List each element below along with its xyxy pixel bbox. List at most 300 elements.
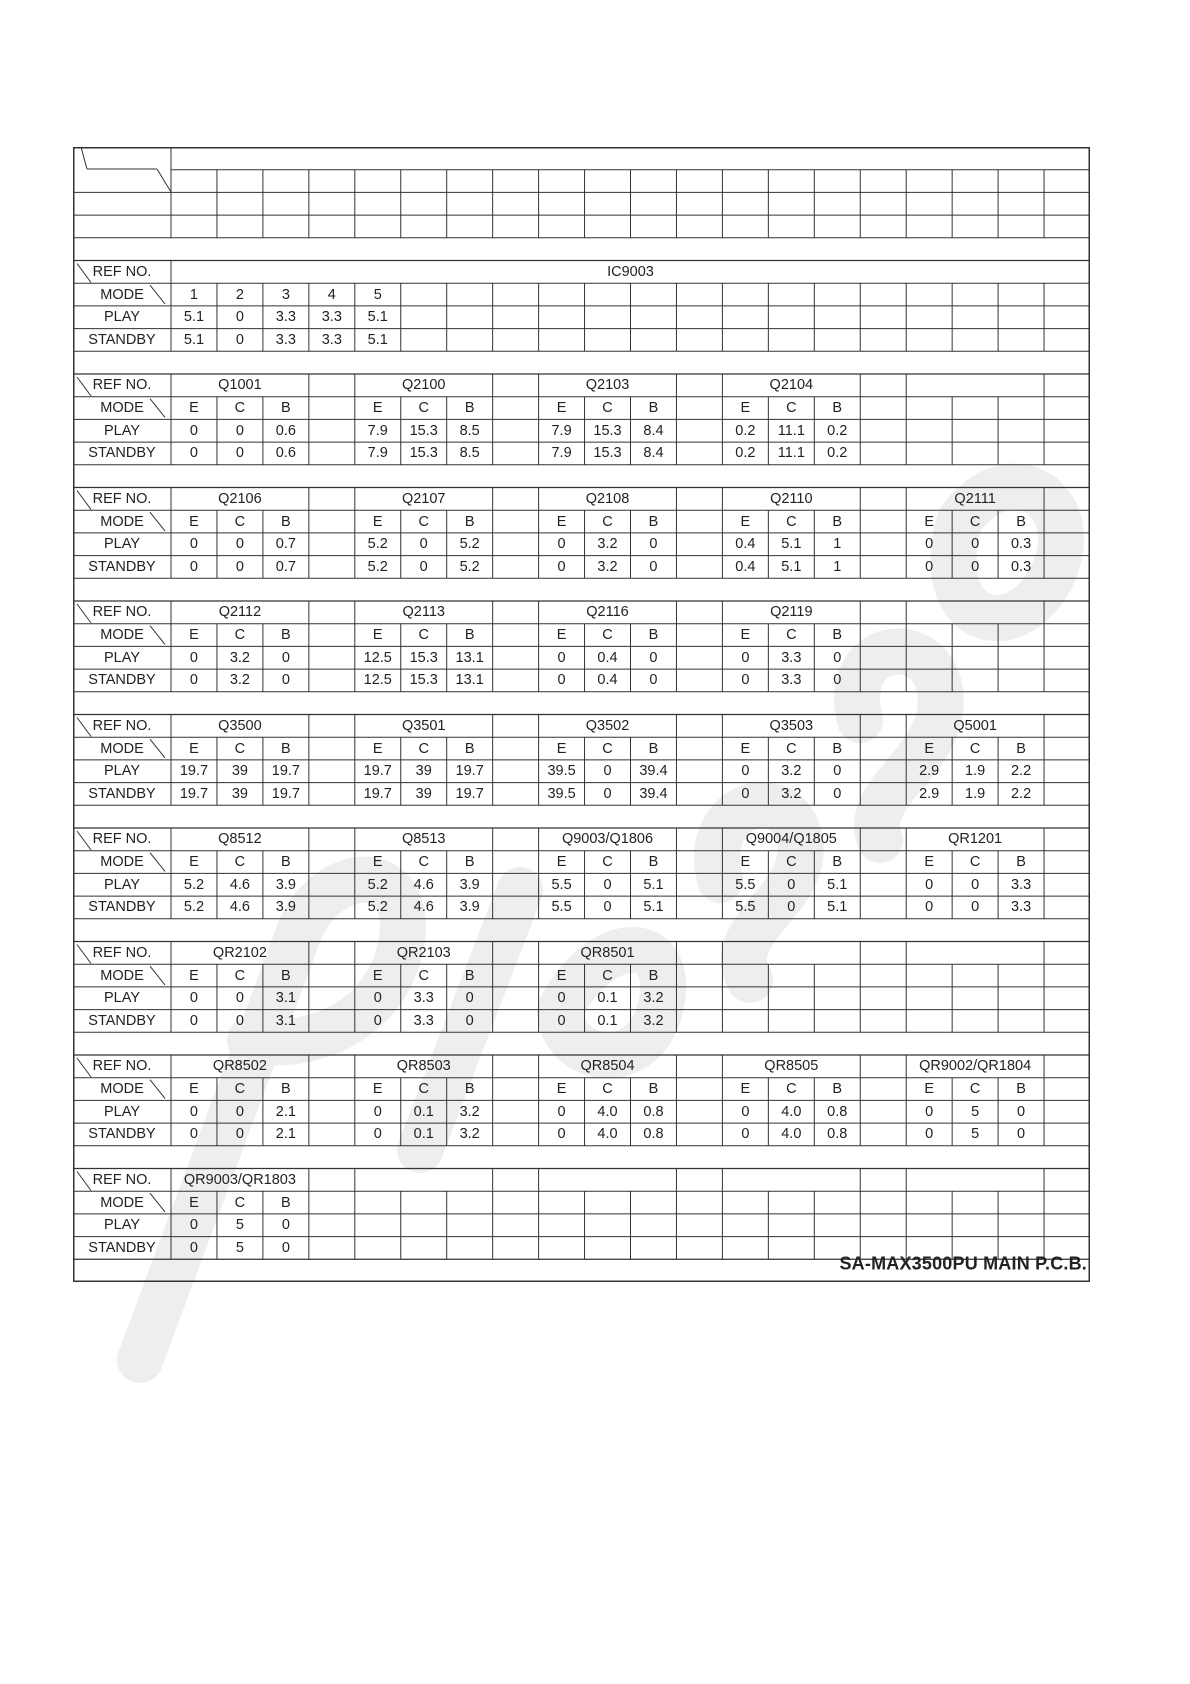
mode-cell: C (234, 1080, 246, 1097)
voltage-cell: 3.9 (459, 899, 480, 916)
voltage-cell: 0.6 (275, 445, 296, 462)
voltage-cell: 1.9 (965, 785, 986, 802)
mode-cell: B (464, 967, 475, 984)
mode-cell: C (418, 626, 429, 643)
ref-number: QR9003/QR1803 (183, 1171, 296, 1188)
voltage-cell: 2.2 (1010, 763, 1032, 779)
voltage-cell: 0 (741, 1103, 750, 1120)
ref-no-label: REF NO. (92, 831, 152, 848)
mode-cell: E (189, 967, 199, 984)
voltage-cell: 39 (415, 785, 432, 802)
voltage-cell: 19.7 (363, 785, 392, 802)
voltage-cell: 3.9 (275, 899, 296, 916)
voltage-cell: 3.3 (1010, 876, 1032, 893)
voltage-cell: 39.4 (639, 785, 668, 802)
ref-diagonal (77, 264, 91, 283)
voltage-cell: 39.5 (547, 763, 576, 779)
voltage-cell: 3.2 (781, 763, 802, 779)
ref-number: Q8512 (218, 831, 262, 848)
mode-cell: B (281, 513, 291, 530)
mode-cell: B (648, 626, 659, 643)
voltage-cell: 0 (603, 899, 612, 916)
voltage-cell: 0 (1017, 1126, 1026, 1143)
voltage-cell: 39 (231, 763, 248, 779)
mode-cell: B (832, 626, 843, 643)
voltage-cell: 5.1 (781, 536, 802, 552)
voltage-cell: 3.2 (229, 649, 251, 666)
voltage-cell: 0 (189, 445, 199, 462)
ref-number: Q2110 (770, 490, 813, 507)
voltage-cell: 3.2 (229, 672, 251, 689)
voltage-cell: 0 (235, 558, 244, 575)
mode-cell: C (786, 626, 797, 643)
mode-cell: B (648, 513, 659, 530)
mode-cell: C (602, 967, 613, 984)
mode-cell: B (281, 1194, 291, 1211)
voltage-cell: 0 (235, 445, 244, 462)
ref-diagonal (77, 377, 91, 396)
mode-cell: C (234, 853, 246, 870)
mode-cell: B (648, 967, 659, 984)
standby-label: STANDBY (88, 1126, 156, 1143)
voltage-cell: 19.7 (455, 763, 484, 779)
mode-diagonal (150, 1080, 165, 1099)
ref-number: QR8501 (580, 944, 635, 961)
voltage-table-sheet (73, 147, 1090, 1282)
voltage-cell: 8.5 (459, 445, 480, 462)
ref-number: QR2102 (212, 944, 267, 961)
mode-cell: E (924, 853, 935, 870)
voltage-cell: 5 (971, 1103, 980, 1120)
voltage-cell: 3.3 (413, 990, 434, 1006)
mode-cell: E (556, 853, 567, 870)
voltage-cell: 0 (189, 1217, 199, 1233)
mode-label: MODE (100, 513, 144, 530)
mode-diagonal (150, 512, 165, 531)
voltage-cell: 5.1 (183, 331, 205, 348)
voltage-cell: 0 (741, 649, 750, 666)
voltage-cell: 3.3 (413, 1012, 434, 1029)
mode-cell: B (832, 740, 843, 757)
voltage-cell: 0.4 (597, 672, 618, 689)
voltage-cell: 13.1 (455, 649, 484, 666)
mode-cell: C (969, 740, 981, 757)
voltage-cell: 0 (281, 649, 290, 666)
voltage-cell: 0 (465, 990, 474, 1006)
voltage-cell: 0 (235, 990, 244, 1006)
voltage-cell: 5.1 (367, 309, 388, 325)
ref-no-label: REF NO. (92, 944, 152, 961)
voltage-cell: 0.1 (597, 1012, 618, 1029)
mode-cell: B (648, 853, 659, 870)
voltage-cell: 4.6 (229, 899, 251, 916)
ref-number: Q9004/Q1805 (745, 831, 837, 848)
ref-number: Q2113 (402, 604, 445, 621)
voltage-cell: 15.3 (593, 445, 622, 462)
voltage-cell: 1.9 (965, 763, 986, 779)
voltage-cell: 0.2 (735, 445, 756, 462)
voltage-cell: 0 (925, 558, 934, 575)
voltage-cell: 0 (925, 876, 934, 893)
mode-cell: B (281, 967, 291, 984)
voltage-cell: 0 (603, 785, 612, 802)
voltage-cell: 0 (189, 672, 199, 689)
voltage-cell: 0.6 (275, 422, 296, 439)
mode-cell: B (832, 399, 843, 416)
mode-cell: E (740, 740, 751, 757)
voltage-cell: 5.5 (551, 876, 572, 893)
mode-cell: B (281, 1080, 291, 1097)
voltage-cell: 3.3 (781, 649, 802, 666)
play-label: PLAY (103, 1103, 141, 1120)
voltage-cell: 0.4 (735, 536, 756, 552)
voltage-cell: 0 (557, 536, 566, 552)
voltage-cell: 0 (189, 990, 199, 1006)
voltage-cell: 0 (741, 785, 750, 802)
voltage-cell: 0 (373, 1126, 382, 1143)
voltage-cell: 0 (971, 536, 980, 552)
voltage-cell: 3.2 (459, 1103, 480, 1120)
voltage-cell: 0 (787, 876, 796, 893)
voltage-cell: 2.9 (919, 763, 940, 779)
voltage-cell: 7.9 (551, 422, 572, 439)
voltage-cell: 3.2 (459, 1126, 480, 1143)
voltage-cell: 5.5 (735, 876, 756, 893)
mode-cell: C (602, 399, 613, 416)
mode-cell: C (602, 626, 613, 643)
table-grid (73, 147, 1090, 1282)
mode-cell: E (556, 513, 567, 530)
mode-cell: C (418, 853, 429, 870)
voltage-cell: 0 (373, 1012, 382, 1029)
voltage-cell: 0 (971, 899, 980, 916)
mode-cell: C (602, 740, 613, 757)
ref-diagonal (77, 1172, 91, 1191)
voltage-cell: 39 (231, 785, 248, 802)
voltage-cell: 0 (649, 649, 658, 666)
voltage-cell: 0.7 (275, 558, 296, 575)
mode-cell: C (234, 1194, 246, 1211)
voltage-cell: 19.7 (179, 763, 209, 779)
ref-number: Q3502 (585, 717, 630, 734)
document-footer-title: SA-MAX3500PU MAIN P.C.B. (839, 1253, 1087, 1274)
ref-number: Q9003/Q1806 (561, 831, 654, 848)
mode-cell: C (786, 740, 797, 757)
voltage-cell: 0 (235, 1103, 244, 1120)
mode-cell: E (372, 853, 383, 870)
play-label: PLAY (103, 309, 141, 325)
ref-no-label: REF NO. (92, 717, 152, 734)
ref-no-label: REF NO. (92, 604, 152, 621)
voltage-cell: 0 (833, 672, 842, 689)
voltage-cell: 3.3 (321, 309, 342, 325)
voltage-cell: 0 (189, 1126, 199, 1143)
mode-cell: E (556, 740, 567, 757)
mode-cell: C (234, 967, 246, 984)
mode-cell: E (372, 513, 383, 530)
voltage-cell: 0.8 (643, 1126, 664, 1143)
mode-cell: B (648, 399, 659, 416)
voltage-cell: 3.1 (275, 1012, 296, 1029)
voltage-cell: 5.5 (551, 899, 572, 916)
voltage-cell: 4.6 (413, 876, 434, 893)
voltage-cell: 0 (833, 785, 842, 802)
voltage-cell: 0 (189, 1239, 199, 1256)
play-label: PLAY (103, 763, 141, 779)
mode-cell: B (464, 513, 475, 530)
standby-label: STANDBY (88, 1012, 156, 1029)
voltage-cell: 1 (833, 536, 842, 552)
voltage-cell: 19.7 (363, 763, 392, 779)
voltage-cell: 19.7 (455, 785, 484, 802)
mode-cell: C (234, 740, 246, 757)
mode-cell: E (189, 740, 199, 757)
voltage-cell: 3.2 (781, 785, 802, 802)
voltage-cell: 0 (557, 558, 566, 575)
voltage-cell: 0 (649, 558, 658, 575)
mode-cell: B (832, 513, 843, 530)
mode-cell: B (832, 1080, 843, 1097)
ref-number: Q2112 (218, 604, 262, 621)
voltage-cell: 0 (557, 1012, 566, 1029)
mode-cell: E (740, 1080, 751, 1097)
voltage-cell: 0 (925, 1126, 934, 1143)
voltage-cell: 0.3 (1010, 536, 1032, 552)
voltage-cell: 0.2 (827, 445, 848, 462)
mode-cell: E (740, 626, 751, 643)
voltage-cell: 7.9 (367, 445, 388, 462)
voltage-cell: 0.8 (827, 1103, 848, 1120)
voltage-cell: 4.6 (413, 899, 434, 916)
ref-number: Q2106 (218, 490, 262, 507)
voltage-cell: 5.2 (459, 536, 480, 552)
mode-cell: E (189, 1080, 199, 1097)
voltage-cell: 1 (833, 558, 842, 575)
voltage-cell: 0 (649, 536, 658, 552)
mode-cell: 1 (189, 286, 199, 303)
mode-cell: B (281, 740, 291, 757)
voltage-cell: 0 (281, 1239, 290, 1256)
voltage-cell: 0 (235, 1012, 244, 1029)
mode-cell: C (786, 399, 797, 416)
voltage-cell: 0 (465, 1012, 474, 1029)
ref-diagonal (77, 604, 91, 623)
voltage-cell: 12.5 (363, 649, 392, 666)
voltage-cell: 3.2 (643, 1012, 664, 1029)
mode-cell: B (1016, 740, 1026, 757)
mode-cell: B (464, 626, 475, 643)
standby-label: STANDBY (88, 331, 156, 348)
mode-cell: C (234, 399, 246, 416)
voltage-cell: 0 (235, 536, 244, 552)
ref-no-label: REF NO. (92, 1058, 152, 1075)
voltage-cell: 0 (189, 536, 199, 552)
mode-cell: C (969, 853, 981, 870)
ref-number: QR8503 (396, 1058, 451, 1075)
mode-cell: E (924, 513, 935, 530)
ref-number: QR1201 (948, 831, 1003, 848)
mode-cell: E (189, 399, 199, 416)
voltage-cell: 3.3 (275, 309, 296, 325)
mode-diagonal (150, 399, 165, 418)
mode-label: MODE (100, 740, 144, 757)
ref-number: QR8504 (580, 1058, 635, 1075)
mode-cell: E (372, 399, 383, 416)
mode-cell: C (234, 513, 246, 530)
mode-cell: C (418, 513, 429, 530)
mode-diagonal (150, 853, 165, 872)
ref-diagonal (77, 945, 91, 964)
mode-cell: B (281, 626, 291, 643)
voltage-cell: 5.1 (643, 899, 664, 916)
standby-label: STANDBY (88, 672, 156, 689)
ref-number: QR2103 (396, 944, 451, 961)
ref-diagonal (77, 491, 91, 510)
voltage-cell: 2.1 (275, 1126, 296, 1143)
ref-diagonal (77, 718, 91, 737)
mode-cell: C (602, 853, 613, 870)
voltage-cell: 12.5 (363, 672, 392, 689)
mode-cell: B (281, 399, 291, 416)
standby-label: STANDBY (88, 558, 156, 575)
voltage-cell: 39.4 (639, 763, 668, 779)
voltage-cell: 5 (235, 1239, 244, 1256)
ref-number: Q3501 (401, 717, 446, 734)
ref-diagonal (77, 1058, 91, 1077)
voltage-cell: 3.3 (321, 331, 342, 348)
ref-number: Q2116 (586, 604, 629, 621)
mode-cell: B (1016, 513, 1026, 530)
mode-cell: B (648, 740, 659, 757)
voltage-cell: 0 (557, 990, 566, 1006)
voltage-cell: 0 (971, 876, 980, 893)
voltage-cell: 7.9 (551, 445, 572, 462)
mode-cell: E (189, 626, 199, 643)
voltage-cell: 0 (603, 876, 612, 893)
voltage-cell: 0.3 (1010, 558, 1032, 575)
voltage-cell: 0 (1017, 1103, 1026, 1120)
ref-no-label: REF NO. (92, 377, 152, 394)
voltage-cell: 3.2 (597, 536, 618, 552)
voltage-cell: 0 (971, 558, 980, 575)
mode-cell: E (924, 1080, 935, 1097)
mode-cell: C (969, 513, 981, 530)
voltage-cell: 5.1 (827, 876, 848, 893)
voltage-cell: 5.5 (735, 899, 756, 916)
mode-cell: C (786, 513, 797, 530)
voltage-cell: 0.1 (413, 1103, 434, 1120)
voltage-cell: 0.1 (413, 1126, 434, 1143)
voltage-cell: 3.2 (643, 990, 664, 1006)
voltage-cell: 0.1 (597, 990, 618, 1006)
voltage-cell: 8.4 (643, 445, 664, 462)
voltage-cell: 3.3 (275, 331, 296, 348)
mode-cell: B (648, 1080, 659, 1097)
mode-cell: E (740, 513, 751, 530)
ref-number: QR8502 (212, 1058, 267, 1075)
mode-cell: B (464, 399, 475, 416)
voltage-cell: 3.3 (781, 672, 802, 689)
voltage-cell: 0 (281, 1217, 290, 1233)
mode-diagonal (150, 626, 165, 645)
mode-cell: B (464, 740, 475, 757)
voltage-cell: 15.3 (409, 672, 438, 689)
mode-cell: C (418, 1080, 429, 1097)
voltage-cell: 0.7 (275, 536, 296, 552)
play-label: PLAY (103, 649, 141, 666)
play-label: PLAY (103, 1217, 141, 1233)
voltage-cell: 0 (649, 672, 658, 689)
voltage-cell: 0 (787, 899, 796, 916)
mode-cell: B (1016, 853, 1026, 870)
voltage-cell: 11.1 (777, 422, 805, 439)
mode-label: MODE (100, 1080, 144, 1097)
voltage-cell: 15.3 (593, 422, 622, 439)
voltage-cell: 0 (373, 990, 382, 1006)
play-label: PLAY (103, 876, 141, 893)
voltage-cell: 0 (925, 536, 934, 552)
voltage-cell: 0 (235, 309, 244, 325)
ref-number: Q8513 (401, 831, 446, 848)
mode-diagonal (150, 1193, 165, 1212)
voltage-cell: 3.9 (275, 876, 296, 893)
voltage-cell: 15.3 (409, 649, 438, 666)
ref-number: QR8505 (764, 1058, 819, 1075)
voltage-cell: 2.9 (919, 785, 940, 802)
voltage-cell: 0 (833, 763, 842, 779)
mode-label: MODE (100, 967, 144, 984)
voltage-cell: 0 (741, 672, 750, 689)
play-label: PLAY (103, 536, 141, 552)
mode-cell: B (464, 1080, 475, 1097)
voltage-cell: 11.1 (777, 445, 805, 462)
voltage-cell: 0 (741, 1126, 750, 1143)
voltage-cell: 15.3 (409, 422, 438, 439)
voltage-cell: 5.1 (367, 331, 388, 348)
mode-diagonal (150, 739, 165, 758)
ref-no-label: REF NO. (92, 263, 152, 280)
voltage-cell: 5.2 (459, 558, 480, 575)
voltage-cell: 5.2 (367, 899, 388, 916)
voltage-cell: 4.6 (229, 876, 251, 893)
mode-cell: C (418, 967, 429, 984)
voltage-cell: 5.2 (183, 899, 205, 916)
voltage-cell: 2.2 (1010, 785, 1032, 802)
ref-number: Q1001 (218, 377, 262, 394)
voltage-cell: 0 (925, 1103, 934, 1120)
mode-cell: B (281, 853, 291, 870)
mode-cell: B (1016, 1080, 1026, 1097)
voltage-cell: 0 (925, 899, 934, 916)
mode-cell: E (372, 740, 383, 757)
voltage-cell: 0 (557, 649, 566, 666)
mode-cell: C (786, 1080, 797, 1097)
voltage-cell: 5 (235, 1217, 244, 1233)
voltage-cell: 0.8 (643, 1103, 664, 1120)
mode-cell: 5 (373, 286, 382, 303)
play-label: PLAY (103, 422, 141, 439)
voltage-cell: 5.2 (183, 876, 205, 893)
voltage-cell: 0 (419, 558, 428, 575)
voltage-cell: 0 (189, 1012, 199, 1029)
standby-label: STANDBY (88, 445, 156, 462)
mode-cell: E (556, 1080, 567, 1097)
ref-number: Q2104 (769, 377, 814, 394)
mode-cell: C (602, 1080, 613, 1097)
voltage-cell: 0 (419, 536, 428, 552)
standby-label: STANDBY (88, 899, 156, 916)
voltage-cell: 5.1 (827, 899, 848, 916)
